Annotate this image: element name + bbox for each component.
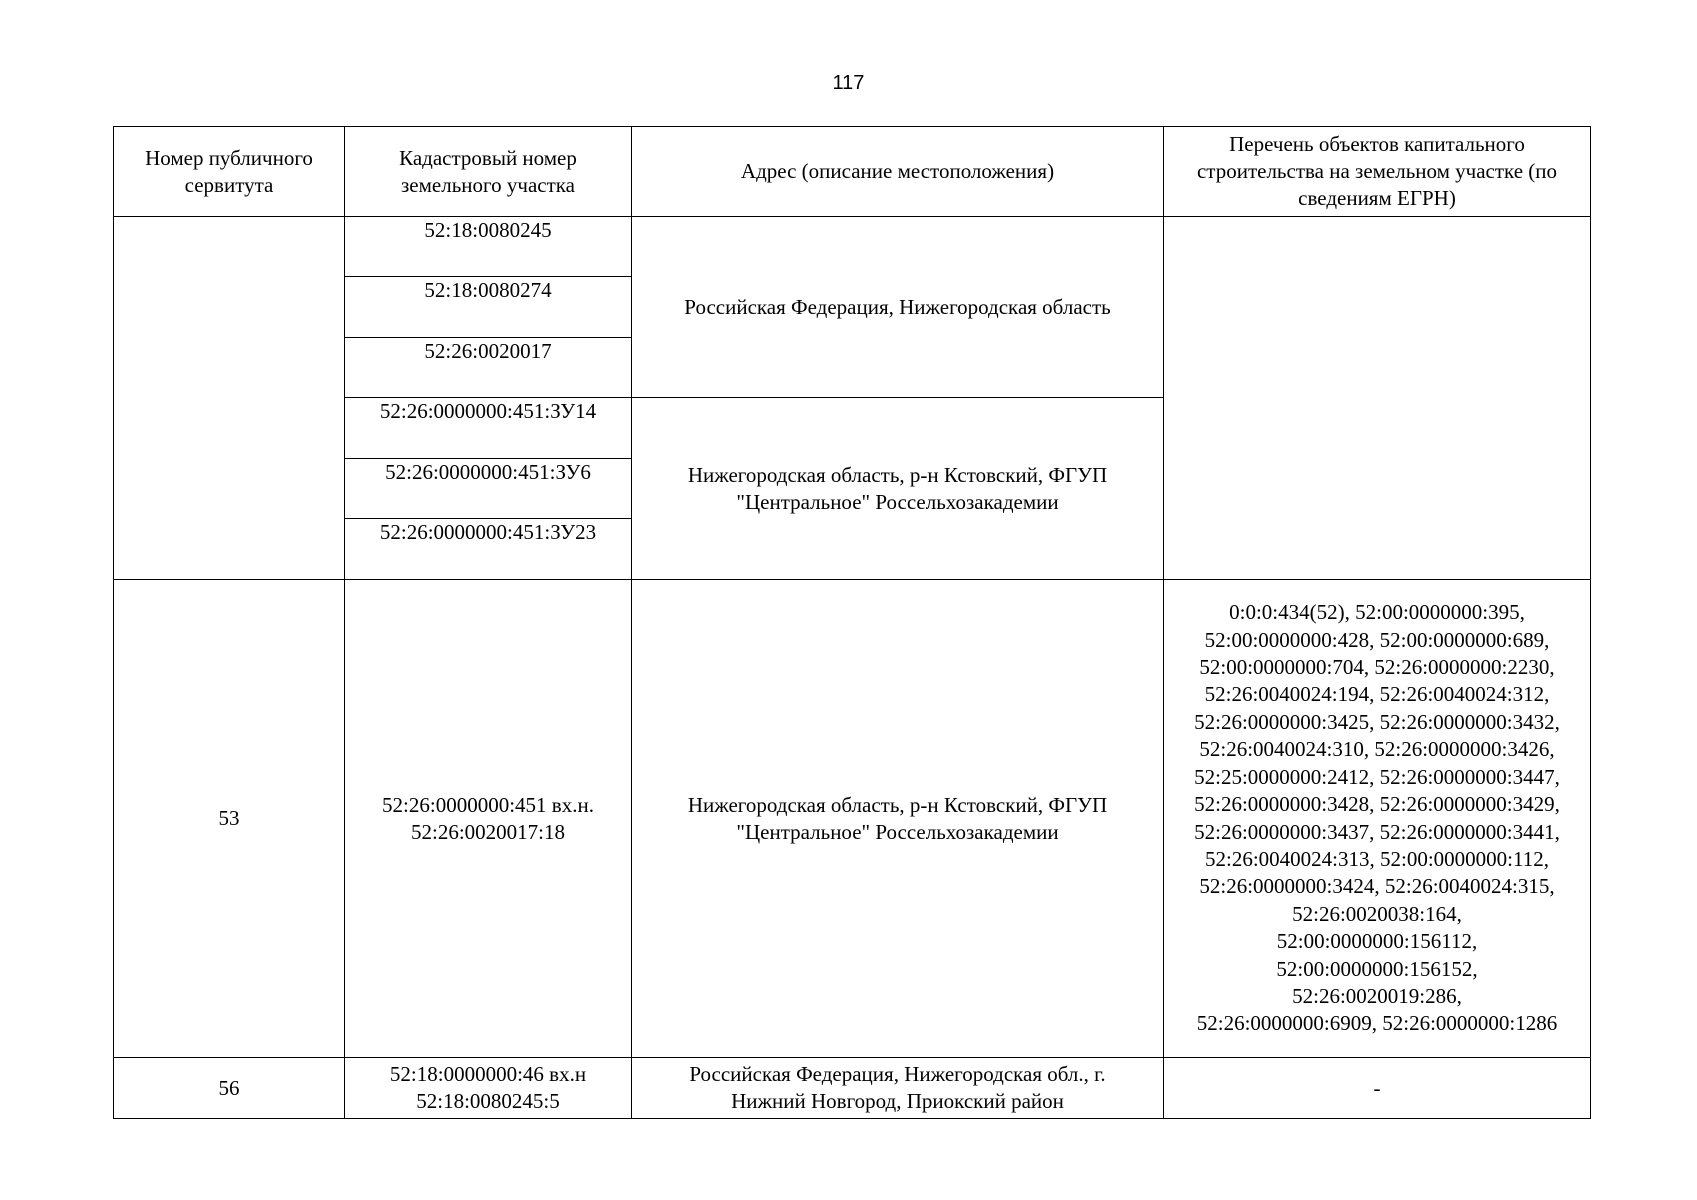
header-row (114, 127, 1591, 217)
objects-line: 52:26:0000000:3425, 52:26:0000000:3432, (1194, 709, 1560, 734)
objects-line: 52:00:0000000:156152, (1276, 956, 1478, 981)
cadastral-cell: 52:26:0020017 (345, 338, 632, 398)
objects-line: 52:26:0000000:3437, 52:26:0000000:3441, (1194, 819, 1560, 844)
address-line: Российская Федерация, Нижегородская обл., г. (689, 1062, 1106, 1086)
cadastral-line: 52:26:0000000:451 вх.н. (382, 792, 594, 817)
objects-line: 52:26:0020038:164, (1292, 901, 1462, 926)
cadastral-cell: 52:26:0000000:451:ЗУ14 (345, 398, 632, 459)
page-number: 117 (832, 72, 865, 94)
cadastral-cell (345, 580, 632, 1058)
header-objects-list: Перечень объектов капитального строительства на земельном участке (по сведениям ЕГРН) (1164, 127, 1591, 217)
continuation-number-cell (114, 217, 345, 580)
objects-line: 52:00:0000000:428, 52:00:0000000:689, (1204, 627, 1550, 652)
objects-line: 52:26:0000000:3424, 52:26:0040024:315, (1199, 874, 1555, 899)
objects-line: 52:26:0040024:310, 52:26:0000000:3426, (1199, 737, 1555, 762)
objects-line: 52:26:0040024:194, 52:26:0040024:312, (1204, 682, 1550, 707)
objects-line: 52:26:0000000:6909, 52:26:0000000:1286 (1196, 1011, 1558, 1036)
table-row (114, 580, 1591, 1058)
address-line: Нижний Новгород, Приокский район (731, 1089, 1064, 1113)
objects-line: 52:25:0000000:2412, 52:26:0000000:3447, (1194, 764, 1560, 789)
objects-line: 52:26:0020019:286, (1292, 983, 1462, 1008)
table-row (114, 1058, 1591, 1119)
objects-line: 52:26:0000000:3428, 52:26:0000000:3429, (1194, 792, 1560, 817)
servitude-table (113, 126, 1591, 1119)
address-cell: Нижегородская область, р-н Кстовский, ФГУП "Центральное" Россельхозакадемии (632, 580, 1164, 1058)
objects-line: 52:00:0000000:704, 52:26:0000000:2230, (1199, 655, 1555, 680)
cadastral-line: 52:18:0000000:46 вх.н (389, 1062, 587, 1086)
cadastral-line: 52:18:0080245:5 (416, 1089, 560, 1113)
cadastral-cell: 52:26:0000000:451:ЗУ23 (345, 519, 632, 580)
cadastral-cell: 52:18:0080274 (345, 277, 632, 338)
cadastral-cell: 52:18:0080245 (345, 217, 632, 277)
address-cell: Российская Федерация, Нижегородская область (632, 217, 1164, 398)
cadastral-cell: 52:26:0000000:451:ЗУ6 (345, 459, 632, 519)
objects-line: 0:0:0:434(52), 52:00:0000000:395, (1229, 600, 1525, 625)
continuation-objects-cell (1164, 217, 1591, 580)
objects-line: 52:26:0040024:313, 52:00:0000000:112, (1205, 846, 1549, 871)
servitude-number-cell: 56 (114, 1058, 345, 1119)
objects-cell (1164, 580, 1591, 1058)
address-cell: Нижегородская область, р-н Кстовский, ФГУП "Центральное" Россельхозакадемии (632, 398, 1164, 580)
cadastral-cell (345, 1058, 632, 1119)
header-servitude-number: Номер публичного сервитута (114, 127, 345, 217)
cadastral-line: 52:26:0020017:18 (410, 819, 565, 844)
servitude-number-cell: 53 (114, 580, 345, 1058)
address-cell (632, 1058, 1164, 1119)
table-row (114, 217, 1591, 277)
header-cadastral-number: Кадастровый номер земельного участка (345, 127, 632, 217)
objects-line: 52:00:0000000:156112, (1276, 929, 1478, 954)
header-address: Адрес (описание местоположения) (632, 127, 1164, 217)
objects-cell: - (1164, 1058, 1591, 1119)
